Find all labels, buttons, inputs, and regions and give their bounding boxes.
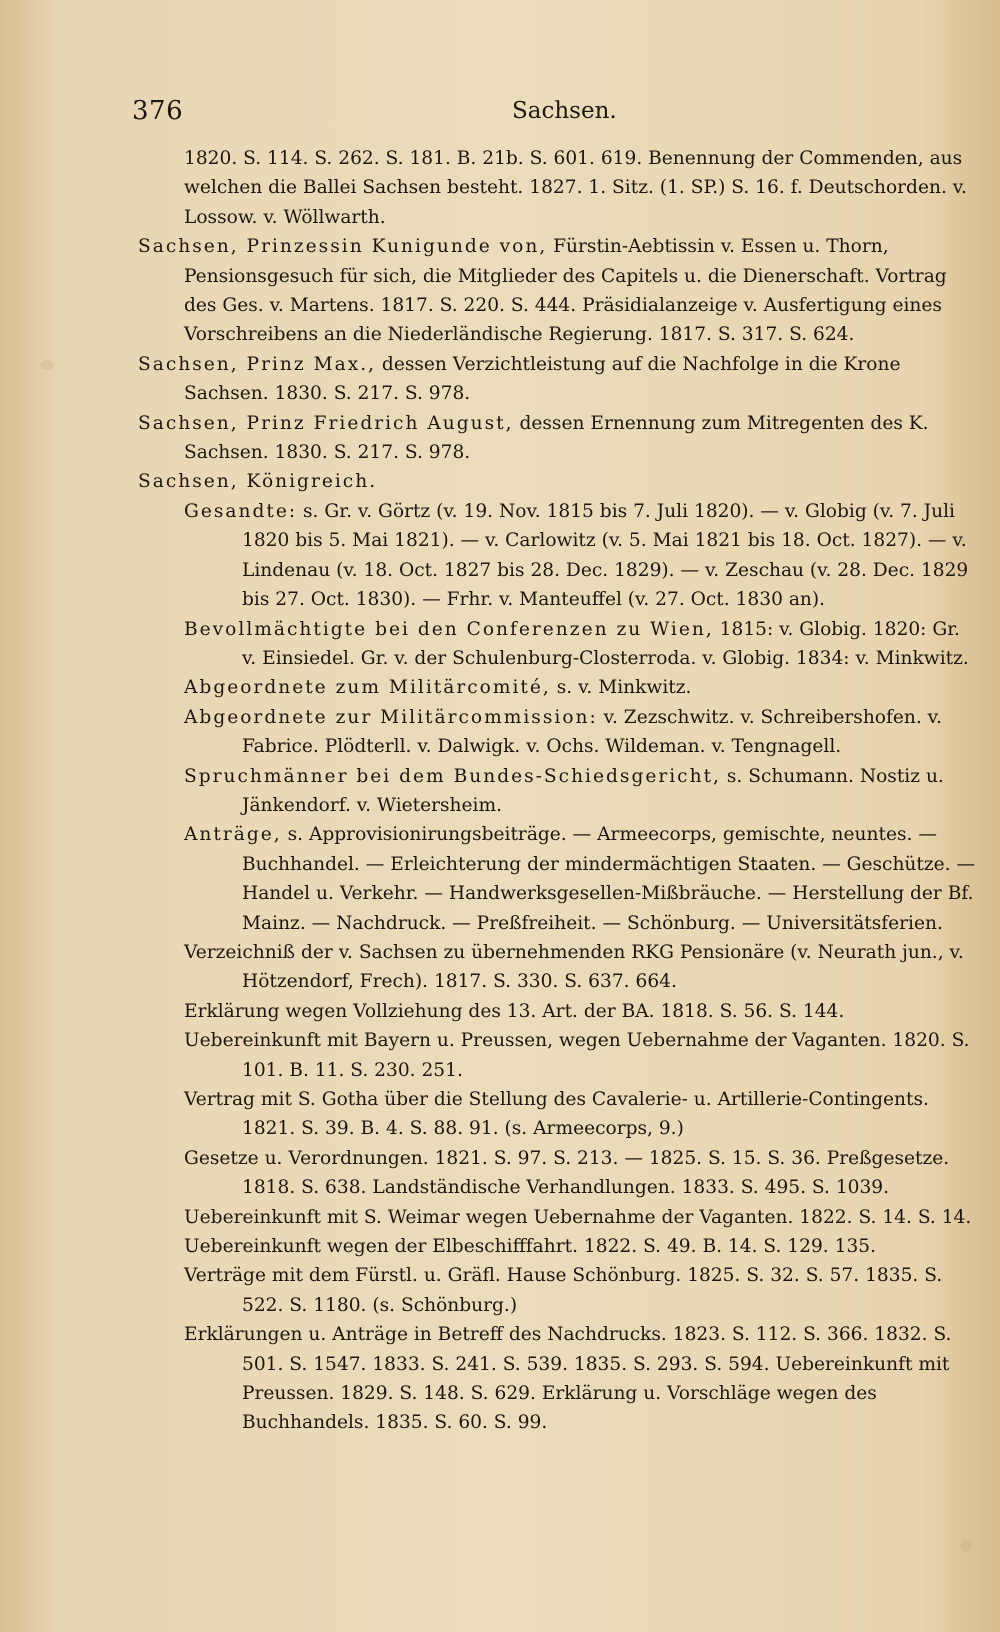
entry-text: Vertrag mit S. Gotha über die Stellung des Cavalerie- u. Artillerie-Contingents. 1821. S. 39. B. 4. S. 88. 91. (s. Armeecorps, 9.) [184, 1089, 929, 1140]
entry-text: s. Gr. v. Görtz (v. 19. Nov. 1815 bis 7. Juli 1820). — v. Globig (v. 7. Juli 1820 bis 5. Mai 1821). — v. Carlowitz (v. 5. Mai 1821 bis 18. Oct. 1827). — v. Lindenau (v. 18. Oct. 1827 bis 28. Dec. 1829). — v. Zeschau (v. 28. Dec. 1829 bis 27. Oct. 1830). — Frhr. v. Manteuffel (v. 27. Oct. 1830 an). [242, 500, 969, 611]
entry-text: Verträge mit dem Fürstl. u. Gräfl. Hause Schönburg. 1825. S. 32. S. 57. 1835. S. 522. S. 1180. (s. Schönburg.) [184, 1265, 943, 1316]
index-entry [138, 350, 978, 409]
index-subentry [138, 703, 978, 762]
entry-heading: Abgeordnete zur Militärcommission: [184, 706, 598, 728]
entry-text: Uebereinkunft mit S. Weimar wegen Uebernahme der Vaganten. 1822. S. 14. S. 14. [184, 1206, 972, 1228]
page-header [132, 96, 972, 136]
entry-text: dessen Ernennung zum Mitregenten des K. Sachsen. 1830. S. 217. S. 978. [184, 412, 929, 464]
entry-heading: Sachsen, Prinzessin Kunigunde von, [138, 236, 548, 258]
index-subentry [138, 997, 978, 1026]
entry-text: Erklärungen u. Anträge in Betreff des Nachdrucks. 1823. S. 112. S. 366. 1832. S. 501. S. 1547. 1833. S. 241. S. 539. 1835. S. 293. S. 594. Uebereinkunft mit Preussen. 1829. S. 148. S. 629. Erklärung u. Vorschläge wegen des Buchhandels. 1835. S. 60. S. 99. [184, 1324, 952, 1434]
entry-text: Gesetze u. Verordnungen. 1821. S. 97. S. 213. — 1825. S. 15. S. 36. Preßgesetze. 1818. S. 638. Landständische Verhandlungen. 1833. S. 495. S. 1039. [184, 1147, 950, 1199]
entry-heading: Bevollmächtigte bei den Conferenzen zu Wien, [184, 618, 714, 640]
entry-text: Uebereinkunft wegen der Elbeschifffahrt. 1822. S. 49. B. 14. S. 129. 135. [184, 1236, 877, 1258]
index-subentry [138, 1203, 978, 1232]
entry-text: s. Approvisionirungsbeiträge. — Armeecorps, gemischte, neuntes. — Buchhandel. — Erleichterung der mindermächtigen Staaten. — Geschütze. — Handel u. Verkehr. — Handwerksgesellen-Mißbräuche. — Herstellung der Bf. Mainz. — Nachdruck. — Preßfreiheit. — Schönburg. — Universitätsferien. [242, 824, 976, 934]
entry-heading: Anträge, [184, 824, 282, 846]
index-subentry [138, 762, 978, 821]
index-subentry [138, 1232, 978, 1261]
index-subentry [138, 938, 978, 997]
entry-text: Verzeichniß der v. Sachsen zu übernehmenden RKG Pensionäre (v. Neurath jun., v. Hötzendorf, Frech). 1817. S. 330. S. 637. 664. [184, 941, 964, 993]
entry-heading: Sachsen, Königreich. [138, 471, 378, 493]
index-entry [138, 144, 978, 232]
entry-heading: Spruchmänner bei dem Bundes-Schiedsgericht, [184, 765, 721, 787]
entry-heading: Abgeordnete zum Militärcomité, [184, 677, 551, 699]
index-subentry [138, 1261, 978, 1320]
entry-text: dessen Verzichtleistung auf die Nachfolge in die Krone Sachsen. 1830. S. 217. S. 978. [184, 353, 901, 405]
entry-heading: Sachsen, Prinz Friedrich August, [138, 412, 514, 434]
index-subentry [138, 673, 978, 702]
entry-text: v. Zezschwitz. v. Schreibershofen. v. Fabrice. Plödterll. v. Dalwigk. v. Ochs. Wildeman. v. Tengnagell. [242, 706, 942, 758]
index-subentry [138, 1144, 978, 1203]
entry-text: s. v. Minkwitz. [550, 677, 692, 699]
entry-text: 1820. S. 114. S. 262. S. 181. B. 21b. S. 601. 619. Benennung der Commenden, aus welchen die Ballei Sachsen besteht. 1827. 1. Sitz. (1. SP.) S. 16. f. Deutschorden. v. Lossow. v. Wöllwarth. [184, 148, 967, 228]
paper-spot [40, 360, 54, 370]
index-entry [138, 467, 978, 496]
running-head: Sachsen. [512, 98, 617, 124]
index-body [138, 144, 978, 1438]
page-number: 376 [132, 96, 184, 126]
entry-text: Uebereinkunft mit Bayern u. Preussen, wegen Uebernahme der Vaganten. 1820. S. 101. B. 11. S. 230. 251. [184, 1030, 970, 1081]
index-entry [138, 232, 978, 350]
index-subentry [138, 497, 978, 615]
index-subentry [138, 615, 978, 674]
entry-heading: Sachsen, Prinz Max., [138, 353, 377, 375]
paper-spot [960, 1540, 972, 1552]
index-subentry [138, 820, 978, 938]
index-subentry [138, 1085, 978, 1144]
index-subentry [138, 1320, 978, 1438]
entry-text: s. Schumann. Nostiz u. Jänkendorf. v. Wietersheim. [242, 765, 944, 816]
entry-text: 1815: v. Globig. 1820: Gr. v. Einsiedel. Gr. v. der Schulenburg-Closterroda. v. Globig. 1834: v. Minkwitz. [242, 618, 969, 669]
index-subentry [138, 1026, 978, 1085]
entry-text: Fürstin-Aebtissin v. Essen u. Thorn, Pensionsgesuch für sich, die Mitglieder des Capitels u. die Dienerschaft. Vortrag des Ges. v. Martens. 1817. S. 220. S. 444. Präsidialanzeige v. Ausfertigung eines Vorschreibens an die Niederländische Regierung. 1817. S. 317. S. 624. [184, 236, 947, 346]
entry-text: Erklärung wegen Vollziehung des 13. Art. der BA. 1818. S. 56. S. 144. [184, 1000, 845, 1022]
entry-heading: Gesandte: [184, 500, 298, 522]
index-entry [138, 409, 978, 468]
